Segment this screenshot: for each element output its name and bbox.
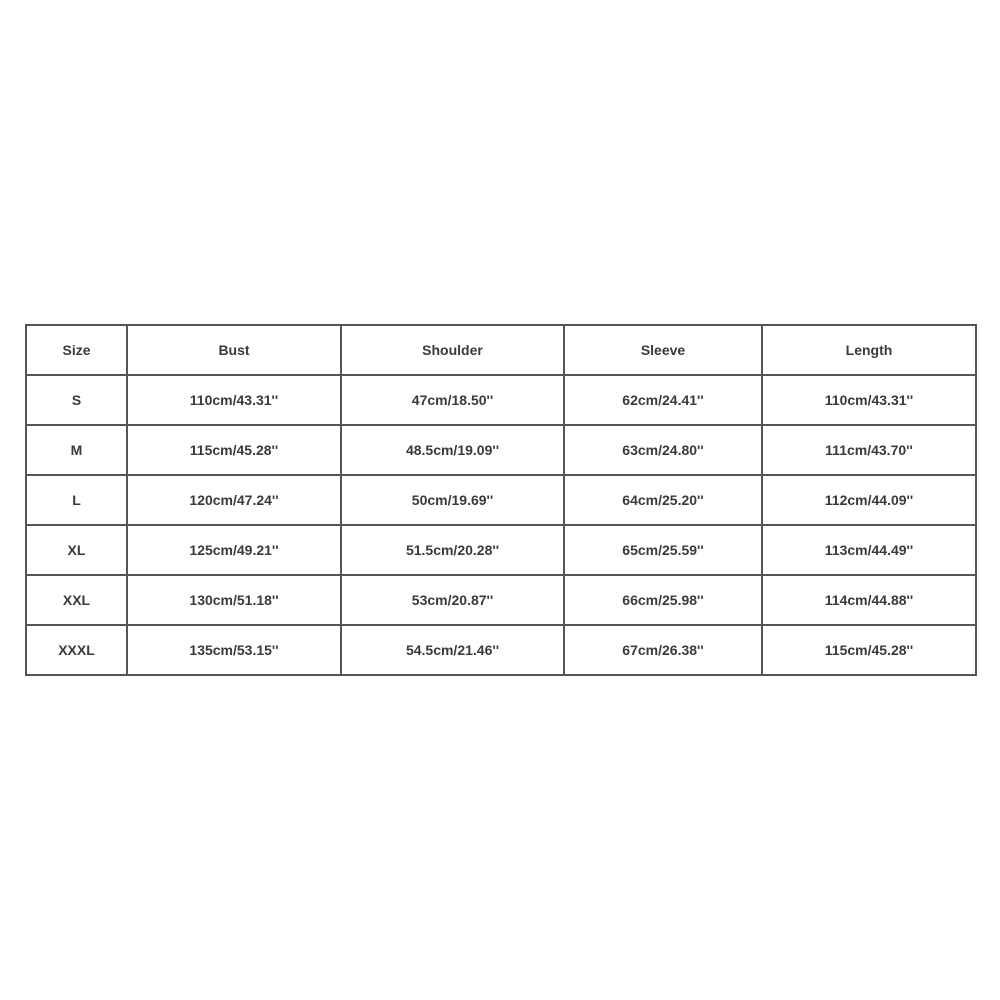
header-sleeve: Sleeve: [564, 325, 762, 375]
cell-bust: 125cm/49.21'': [127, 525, 341, 575]
cell-size: XXL: [26, 575, 127, 625]
cell-size: XL: [26, 525, 127, 575]
cell-size: S: [26, 375, 127, 425]
cell-shoulder: 54.5cm/21.46'': [341, 625, 564, 675]
cell-shoulder: 51.5cm/20.28'': [341, 525, 564, 575]
size-chart-header: [26, 325, 976, 375]
cell-shoulder: 50cm/19.69'': [341, 475, 564, 525]
cell-length: 114cm/44.88'': [762, 575, 976, 625]
table-row: [26, 525, 976, 575]
cell-sleeve: 64cm/25.20'': [564, 475, 762, 525]
cell-sleeve: 63cm/24.80'': [564, 425, 762, 475]
cell-bust: 135cm/53.15'': [127, 625, 341, 675]
cell-bust: 120cm/47.24'': [127, 475, 341, 525]
table-row: [26, 425, 976, 475]
size-chart-table: [25, 324, 977, 676]
cell-shoulder: 48.5cm/19.09'': [341, 425, 564, 475]
cell-length: 112cm/44.09'': [762, 475, 976, 525]
table-row: [26, 575, 976, 625]
header-row: [26, 325, 976, 375]
cell-size: M: [26, 425, 127, 475]
cell-length: 111cm/43.70'': [762, 425, 976, 475]
table-row: [26, 375, 976, 425]
cell-sleeve: 67cm/26.38'': [564, 625, 762, 675]
header-bust: Bust: [127, 325, 341, 375]
cell-sleeve: 62cm/24.41'': [564, 375, 762, 425]
table-row: [26, 625, 976, 675]
cell-sleeve: 65cm/25.59'': [564, 525, 762, 575]
cell-length: 115cm/45.28'': [762, 625, 976, 675]
cell-bust: 115cm/45.28'': [127, 425, 341, 475]
cell-shoulder: 47cm/18.50'': [341, 375, 564, 425]
header-size: Size: [26, 325, 127, 375]
cell-bust: 130cm/51.18'': [127, 575, 341, 625]
cell-bust: 110cm/43.31'': [127, 375, 341, 425]
cell-length: 110cm/43.31'': [762, 375, 976, 425]
cell-length: 113cm/44.49'': [762, 525, 976, 575]
cell-size: XXXL: [26, 625, 127, 675]
cell-shoulder: 53cm/20.87'': [341, 575, 564, 625]
header-length: Length: [762, 325, 976, 375]
cell-sleeve: 66cm/25.98'': [564, 575, 762, 625]
size-chart-body: [26, 375, 976, 675]
cell-size: L: [26, 475, 127, 525]
table-row: [26, 475, 976, 525]
header-shoulder: Shoulder: [341, 325, 564, 375]
